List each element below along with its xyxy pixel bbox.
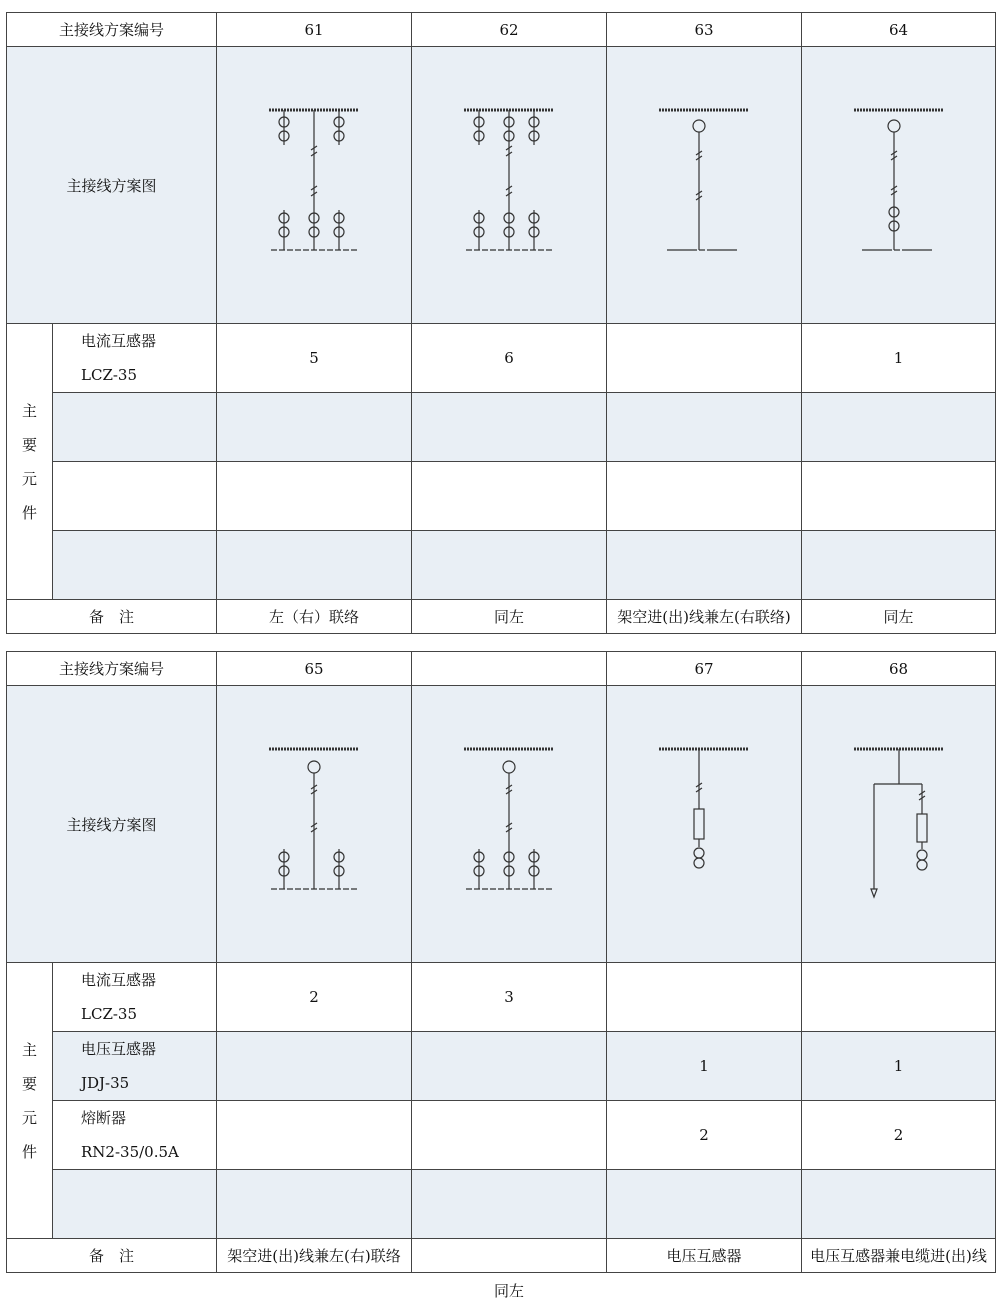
component-qty: 6: [412, 324, 607, 393]
diagram-cell: [607, 686, 802, 963]
component-model: JDJ-35: [81, 1074, 130, 1092]
diagram-cell: [802, 47, 996, 324]
remark-cell: 同左: [802, 600, 996, 634]
component-model: LCZ-35: [81, 366, 138, 384]
component-name-cell: [53, 1032, 217, 1101]
remark-cell: 电压互感器: [607, 1239, 802, 1273]
component-qty: [607, 324, 802, 393]
main-components-label: [7, 324, 53, 600]
remark-cell: 同左: [412, 600, 607, 634]
component-qty: [802, 393, 996, 462]
side-label-char: 主: [21, 1040, 37, 1059]
scheme-number-cell: [412, 652, 607, 686]
component-model: RN2-35/0.5A: [81, 1143, 179, 1161]
component-qty: 5: [217, 324, 412, 393]
component-name-cell: [53, 324, 217, 393]
component-name-cell: [53, 462, 217, 531]
remark-cell: 电压互感器兼电缆进(出)线: [802, 1239, 996, 1273]
scheme-number-cell: 61: [217, 13, 412, 47]
component-qty: 1: [802, 324, 996, 393]
diagram-cell: [217, 686, 412, 963]
diagram-cell: [412, 47, 607, 324]
component-qty: [217, 393, 412, 462]
component-qty: 1: [802, 1032, 996, 1101]
side-label-char: 要: [21, 1074, 37, 1093]
component-name-cell: [53, 963, 217, 1032]
component-name: 电流互感器: [81, 332, 157, 350]
wiring-diagram-61-icon: [259, 100, 369, 270]
component-qty: [217, 1032, 412, 1101]
component-qty: [802, 462, 996, 531]
remark-cell: 左（右）联络: [217, 600, 412, 634]
component-name-cell: [53, 393, 217, 462]
scheme-table-2: [6, 651, 996, 1273]
wiring-diagram-63-icon: [649, 100, 759, 270]
component-name-cell: [53, 1101, 217, 1170]
scheme-number-label: 主接线方案编号: [7, 652, 217, 686]
diagram-cell: [607, 47, 802, 324]
wiring-diagram-68-icon: [844, 739, 954, 909]
side-label-char: 件: [21, 503, 37, 522]
side-label-char: 元: [21, 1108, 37, 1127]
component-name: 熔断器: [81, 1109, 127, 1127]
component-qty: [607, 462, 802, 531]
component-qty: [412, 393, 607, 462]
component-qty: [607, 393, 802, 462]
component-qty: [412, 531, 607, 600]
scheme-number-cell: 67: [607, 652, 802, 686]
component-qty: 3: [412, 963, 607, 1032]
component-qty: [412, 1101, 607, 1170]
component-qty: [217, 462, 412, 531]
component-qty: [607, 963, 802, 1032]
diagram-label: 主接线方案图: [7, 686, 217, 963]
component-qty: 1: [607, 1032, 802, 1101]
component-qty: 2: [217, 963, 412, 1032]
scheme-number-cell: 65: [217, 652, 412, 686]
component-qty: 2: [607, 1101, 802, 1170]
remark-cell: 架空进(出)线兼左(右)联络: [217, 1239, 412, 1273]
component-name-cell: [53, 531, 217, 600]
scheme-number-cell: 63: [607, 13, 802, 47]
diagram-cell: [802, 686, 996, 963]
wiring-diagram-66-icon: [454, 739, 564, 909]
component-qty: [802, 1170, 996, 1239]
diagram-cell: [412, 686, 607, 963]
component-qty: [802, 531, 996, 600]
component-qty: [412, 1170, 607, 1239]
wiring-diagram-62-icon: [454, 100, 564, 270]
wiring-diagram-65-icon: [259, 739, 369, 909]
component-qty: [217, 531, 412, 600]
component-qty: [412, 1032, 607, 1101]
wiring-diagram-67-icon: [649, 739, 759, 909]
remark-cell: [412, 1239, 607, 1273]
remarks-label: 备 注: [7, 600, 217, 634]
scheme-number-cell: 64: [802, 13, 996, 47]
component-qty: [607, 531, 802, 600]
component-model: LCZ-35: [81, 1005, 138, 1023]
component-qty: [217, 1170, 412, 1239]
component-name: 电压互感器: [81, 1040, 157, 1058]
side-label-char: 要: [21, 435, 37, 454]
scheme-table-1: [6, 12, 996, 634]
component-qty: [412, 462, 607, 531]
side-label-char: 件: [21, 1142, 37, 1161]
scheme-number-cell: 68: [802, 652, 996, 686]
component-qty: 2: [802, 1101, 996, 1170]
component-name-cell: [53, 1170, 217, 1239]
diagram-label: 主接线方案图: [7, 47, 217, 324]
remark-cell: 架空进(出)线兼左(右联络): [607, 600, 802, 634]
side-label-char: 主: [21, 401, 37, 420]
component-qty: [607, 1170, 802, 1239]
wiring-diagram-64-icon: [844, 100, 954, 270]
component-name: 电流互感器: [81, 971, 157, 989]
main-components-label: [7, 963, 53, 1239]
component-qty: [217, 1101, 412, 1170]
diagram-cell: [217, 47, 412, 324]
remarks-label: 备 注: [7, 1239, 217, 1273]
side-label-char: 元: [21, 469, 37, 488]
scheme-number-cell: 62: [412, 13, 607, 47]
footer-fragment: 同左: [494, 1282, 525, 1300]
component-qty: [802, 963, 996, 1032]
scheme-number-label: 主接线方案编号: [7, 13, 217, 47]
